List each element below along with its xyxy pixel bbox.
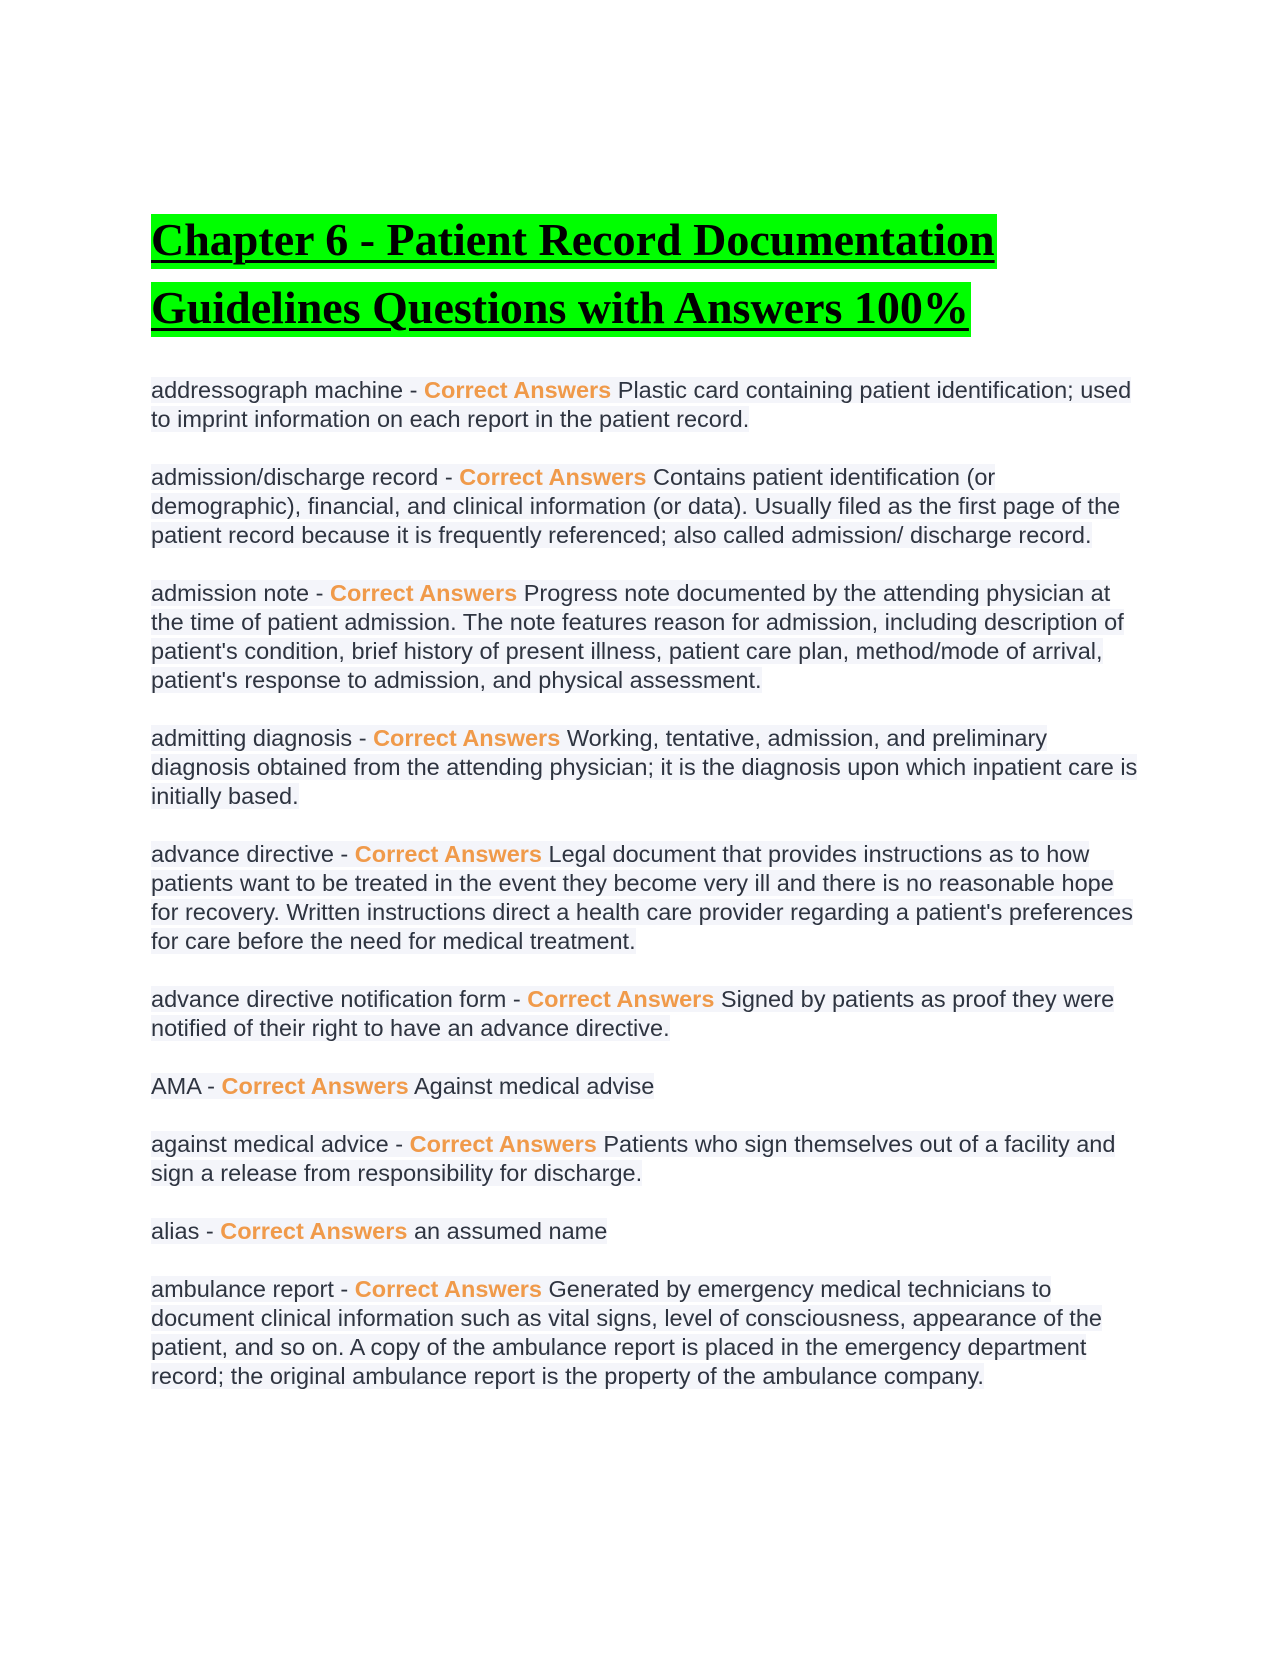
correct-answers-label: Correct Answers xyxy=(373,725,561,751)
entry-term: advance directive notification form xyxy=(151,986,507,1012)
entry xyxy=(151,985,1141,1043)
correct-answers-label: Correct Answers xyxy=(354,1276,542,1302)
correct-answers-label: Correct Answers xyxy=(424,377,612,403)
entry xyxy=(151,376,1141,434)
entry-separator: - xyxy=(333,1276,355,1302)
entry-definition: Working, tentative, admission, and preliminary diagnosis obtained from the attending physician; it is the diagnosis upon which inpatient care is initially based. xyxy=(151,725,1138,809)
entry xyxy=(151,1217,1141,1246)
entry-term: admission note xyxy=(151,580,310,606)
correct-answers-label: Correct Answers xyxy=(329,580,518,606)
entry-term: ambulance report xyxy=(151,1276,334,1302)
entry-term: addressograph machine xyxy=(151,377,404,403)
entry-definition: Progress note documented by the attending physician at the time of patient admission. The note features reason for admission, including description of patient's condition, brief history of present illness, patient care plan, method/mode of arrival, patient's response to admission, and physical assessment. xyxy=(151,580,1124,693)
entry-separator: - xyxy=(352,725,374,751)
correct-answers-label: Correct Answers xyxy=(220,1218,408,1244)
title-line-1: Chapter 6 - Patient Record Documentation xyxy=(151,214,997,269)
entry xyxy=(151,579,1141,695)
entry xyxy=(151,1130,1141,1188)
entry xyxy=(151,463,1141,550)
entry xyxy=(151,1275,1141,1391)
entry-definition: an assumed name xyxy=(413,1218,608,1244)
entry-definition: Patients who sign themselves out of a facility and sign a release from responsibility for discharge. xyxy=(151,1131,1116,1186)
document-page xyxy=(151,206,1141,1420)
entry-separator: - xyxy=(403,377,425,403)
entry-separator: - xyxy=(200,1073,222,1099)
correct-answers-label: Correct Answers xyxy=(221,1073,409,1099)
entry xyxy=(151,724,1141,811)
entry-definition: Contains patient identification (or demographic), financial, and clinical information (or data). Usually filed as the first page of the patient record because it is frequently referenced; also called admission/ discharge record. xyxy=(151,464,1121,548)
entry-definition: Generated by emergency medical technicians to document clinical information such as vital signs, level of consciousness, appearance of the patient, and so on. A copy of the ambulance report is placed in the emergency department record; the original ambulance report is the property of the ambulance company. xyxy=(151,1276,1102,1389)
entry-list xyxy=(151,376,1141,1391)
entry-term: admission/discharge record xyxy=(151,464,439,490)
entry-definition: Signed by patients as proof they were notified of their right to have an advance directive. xyxy=(151,986,1115,1041)
correct-answers-label: Correct Answers xyxy=(459,464,647,490)
title-line-2: Guidelines Questions with Answers 100% xyxy=(151,282,971,337)
correct-answers-label: Correct Answers xyxy=(527,986,715,1012)
entry-term: alias xyxy=(151,1218,200,1244)
entry-term: AMA xyxy=(151,1073,201,1099)
entry-separator: - xyxy=(506,986,528,1012)
entry-definition: Against medical advise xyxy=(413,1073,655,1099)
entry-separator: - xyxy=(438,464,460,490)
correct-answers-label: Correct Answers xyxy=(409,1131,597,1157)
entry xyxy=(151,1072,1141,1101)
document-title xyxy=(151,206,1141,342)
entry-term: against medical advice xyxy=(151,1131,389,1157)
entry-separator: - xyxy=(309,580,330,606)
entry-separator: - xyxy=(388,1131,410,1157)
entry-definition: Plastic card containing patient identification; used to imprint information on each report in the patient record. xyxy=(151,377,1132,432)
entry-separator: - xyxy=(333,841,355,867)
entry-definition: Legal document that provides instructions as to how patients want to be treated in the event they become very ill and there is no reasonable hope for recovery. Written instructions direct a health care provider regarding a patient's preferences for care before the need for medical treatment. xyxy=(151,841,1133,954)
entry xyxy=(151,840,1141,956)
correct-answers-label: Correct Answers xyxy=(354,841,542,867)
entry-term: admitting diagnosis xyxy=(151,725,353,751)
entry-separator: - xyxy=(199,1218,221,1244)
entry-term: advance directive xyxy=(151,841,334,867)
